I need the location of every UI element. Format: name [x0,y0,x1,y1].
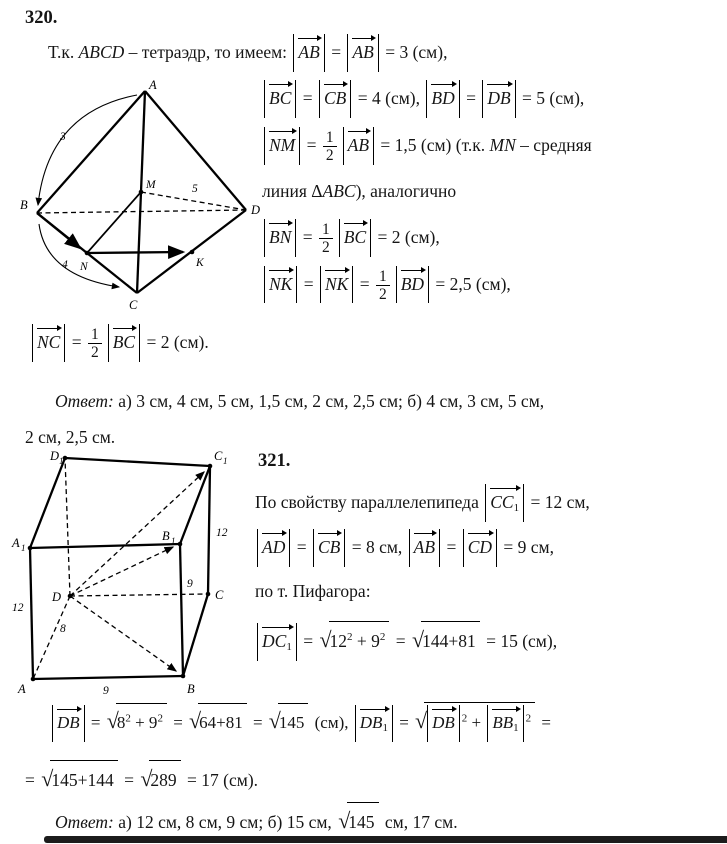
box-diagonal-arrows [70,472,204,671]
tetra-vector-arrows [37,95,183,287]
point-label-m: M [146,179,156,191]
edge-length-9-bottom: 9 [103,685,109,697]
edge-length-3: 3 [60,131,66,143]
p321-line-2: AD = CB = 8 см, AB = CD = 9 см, [255,529,723,567]
vertex-label-b1: B [162,529,170,543]
vertex-label-a: A [149,78,157,92]
vertex-label-b: B [187,682,195,696]
problem-321-number: 321. [258,451,291,471]
vertex-label-d1: D [50,449,60,463]
vertex-sub-d1: 1 [59,456,64,466]
page-bottom-bar [44,836,727,843]
vertex-label-d: D [251,203,261,217]
vertex-sub-c1: 1 [223,456,228,466]
vertex-label-c: C [215,588,224,602]
tetrahedron-figure [18,78,268,318]
p321-line-1: По свойству параллелепипеда $CC_1$ = 12 см, [255,484,723,522]
p320-line-1: BC = CB = 4 (см), BD = DB = 5 (см), [262,80,720,118]
p320-line-2: NM = $\frac{1}{2}$ AB = 1,5 (см) (т.к. MN – средняя [262,127,720,165]
p321-eq-line: = √145+144 = √289 = 17 (см). [25,756,258,801]
p321-answer: Ответ: а) 12 см, 8 см, 9 см; б) 15 см, √145 см, 17 см. [55,798,458,843]
p321-line-3: по т. Пифагора: [255,580,371,601]
p320-answer-line-2: 2 см, 2,5 см. [25,426,116,447]
vertex-sub-a1: 1 [21,543,26,553]
p320-answer [25,384,720,456]
problem-320-number: 320. [25,8,58,28]
vertex-label-c: C [129,298,138,312]
p321-solution-column [255,484,723,669]
p320-line-3: линия ΔABC), аналогично [262,180,457,201]
p320-answer-line-1: Ответ: а) 3 см, 4 см, 5 см, 1,5 см, 2 см, 2,5 см; б) 4 см, 3 см, 5 см, [55,391,545,411]
point-label-n: N [80,261,88,273]
vertex-label-a: A [18,682,26,696]
vertex-label-c1: C [214,449,223,463]
p320-intro-line: Т.к. ABCD – тетраэдр, то имеем: AB = AB = 3 (см), [48,34,713,72]
edge-length-8: 8 [60,623,66,635]
p321-db-line: DB = $√8^2 + 9^2 = √64+81 = √145$ (см), $DB_1$ = √ DB $^2 + BB_1$ $^2$ = [50,698,725,743]
edge-length-5: 5 [192,183,198,195]
vertex-sub-b1: 1 [171,536,176,546]
vertex-label-b: B [20,198,28,212]
p320-nc-line: NC = $\frac{1}{2}$ BC = 2 (см). [30,324,209,362]
edge-length-12-right: 12 [216,527,228,539]
point-label-k: K [196,257,204,269]
parallelepiped-figure [10,446,250,698]
vertex-label-a1: A [12,536,20,550]
edge-length-9-top: 9 [187,578,193,590]
vertex-label-d: D [52,590,62,604]
p321-line-4: $DC_1$ = $√12^2 + 9^2 = √144+81 = 15$ (см), [255,617,723,662]
p320-solution-column [262,80,720,312]
p320-line-4: BN = $\frac{1}{2}$ BC = 2 (см), [262,219,720,257]
edge-length-12-left: 12 [12,602,24,614]
p320-line-5: NK = NK = $\frac{1}{2}$ BD = 2,5 (см), [262,266,720,304]
edge-length-4: 4 [62,259,68,271]
